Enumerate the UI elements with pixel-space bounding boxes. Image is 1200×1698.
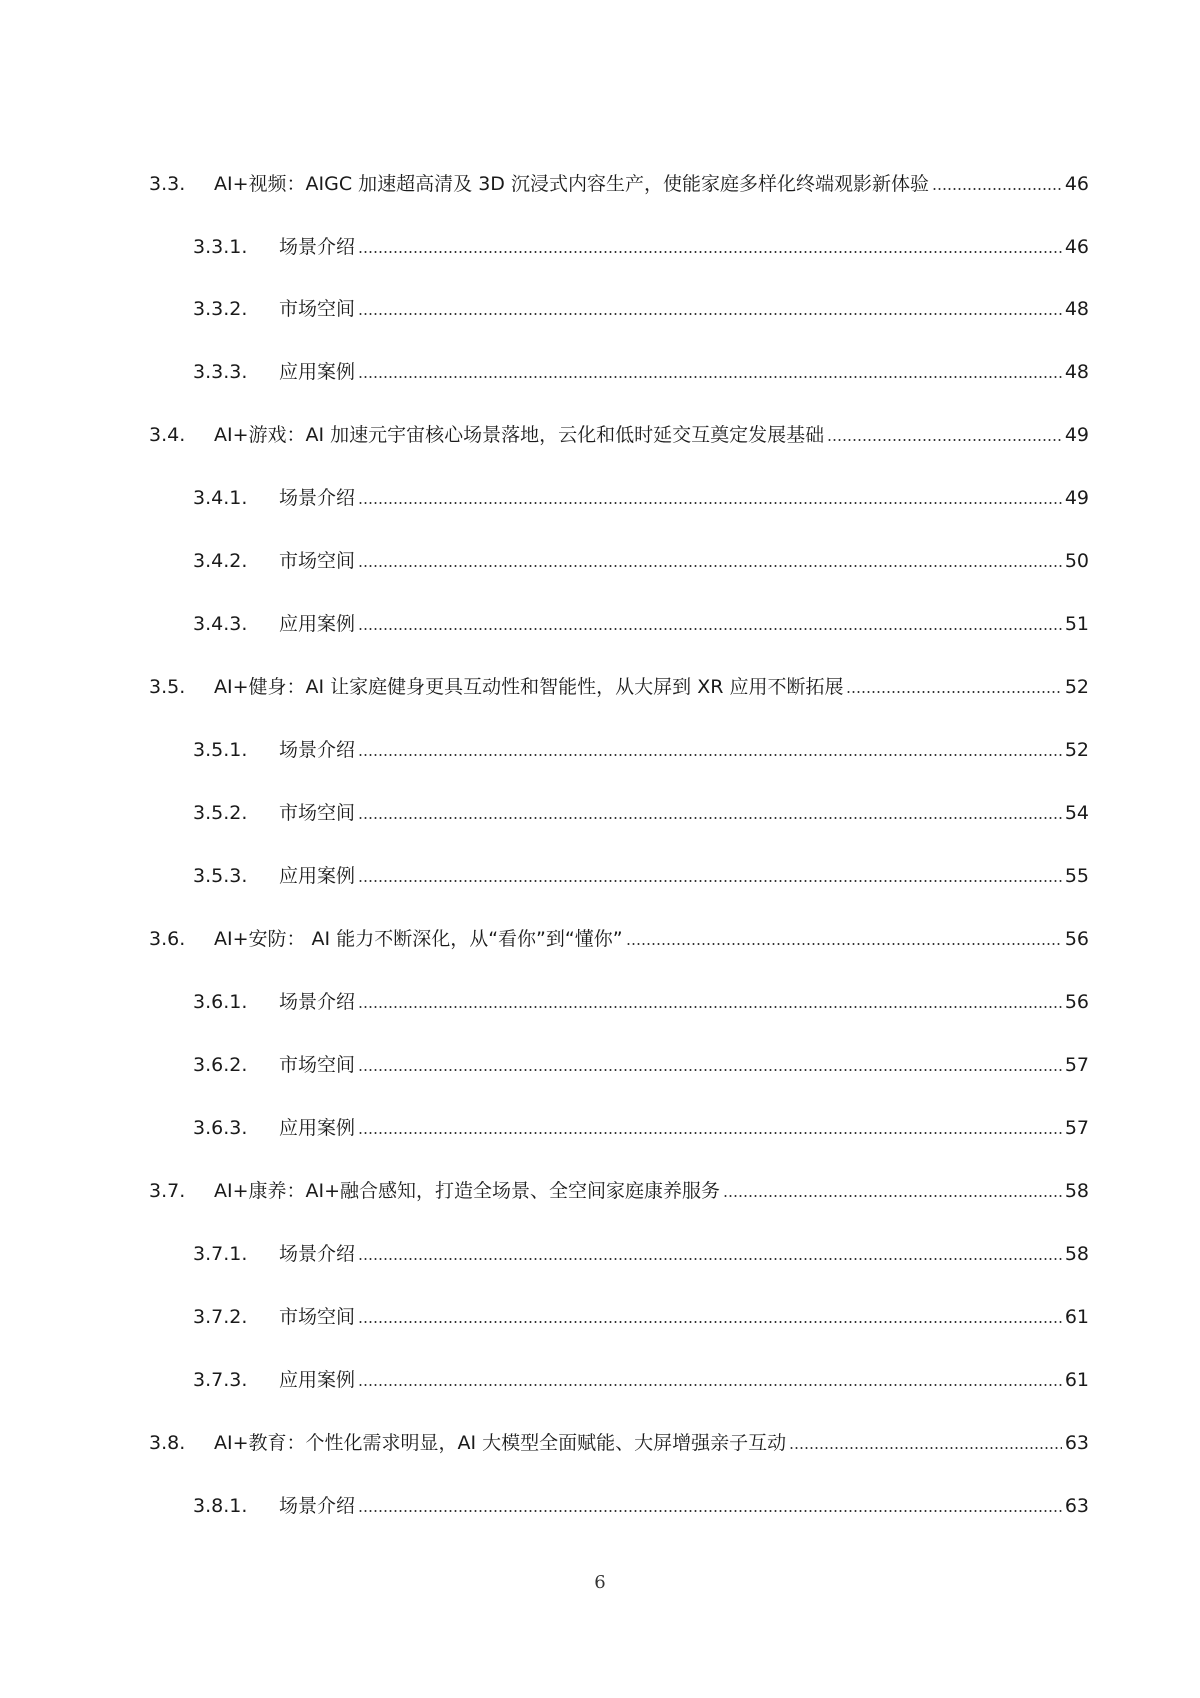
toc-entry-page: 56 xyxy=(1064,928,1089,950)
toc-entry-number: 3.5.2. xyxy=(193,802,248,824)
dot-leader xyxy=(358,754,1062,756)
toc-entry-title: AI+游戏：AI 加速元宇宙核心场景落地，云化和低时延交互奠定发展基础 xyxy=(214,424,825,446)
toc-entry-title: 应用案例 xyxy=(279,865,356,887)
dot-leader xyxy=(358,251,1062,253)
toc-entry-page: 55 xyxy=(1064,865,1089,887)
toc-entry-page: 57 xyxy=(1064,1117,1089,1139)
toc-entry-page: 46 xyxy=(1064,173,1089,195)
toc-entry[interactable] xyxy=(149,924,1089,954)
page-number: 6 xyxy=(594,1572,606,1593)
dot-leader xyxy=(358,313,1062,315)
toc-entry-title: 应用案例 xyxy=(279,1369,356,1391)
toc-entry-title: 市场空间 xyxy=(279,802,356,824)
toc-entry-title: AI+康养：AI+融合感知，打造全场景、全空间家庭康养服务 xyxy=(214,1180,721,1202)
toc-entry-title: 应用案例 xyxy=(279,613,356,635)
dot-leader xyxy=(827,439,1062,441)
dot-leader xyxy=(358,628,1062,630)
toc-entry-title: 市场空间 xyxy=(279,1054,356,1076)
toc-entry-title: 应用案例 xyxy=(279,361,356,383)
dot-leader xyxy=(626,943,1062,945)
toc-entry-title: AI+教育：个性化需求明显，AI 大模型全面赋能、大屏增强亲子互动 xyxy=(214,1432,787,1454)
toc-entry-title: 场景介绍 xyxy=(279,1243,356,1265)
toc-entry-number: 3.5.1. xyxy=(193,739,248,761)
dot-leader xyxy=(358,1258,1062,1260)
toc-entry-page: 52 xyxy=(1064,676,1089,698)
dot-leader xyxy=(358,1132,1062,1134)
toc-entry[interactable] xyxy=(193,798,1089,828)
dot-leader xyxy=(723,1195,1062,1197)
dot-leader xyxy=(358,880,1062,882)
toc-entry[interactable] xyxy=(149,1176,1089,1206)
toc-entry[interactable] xyxy=(193,735,1089,765)
toc-entry[interactable] xyxy=(193,483,1089,513)
toc-entry[interactable] xyxy=(193,1050,1089,1080)
toc-entry-number: 3.5.3. xyxy=(193,865,248,887)
toc-entry-number: 3.6.1. xyxy=(193,991,248,1013)
dot-leader xyxy=(358,1006,1062,1008)
toc-entry[interactable] xyxy=(149,1428,1089,1458)
toc-entry[interactable] xyxy=(149,420,1089,450)
toc-entry-number: 3.3.1. xyxy=(193,236,248,258)
toc-entry[interactable] xyxy=(193,294,1089,324)
toc-entry-page: 51 xyxy=(1064,613,1089,635)
toc-entry-page: 52 xyxy=(1064,739,1089,761)
toc-entry-page: 49 xyxy=(1064,424,1089,446)
toc-entry[interactable] xyxy=(193,1302,1089,1332)
toc-entry[interactable] xyxy=(193,1491,1089,1521)
toc-entry-page: 48 xyxy=(1064,298,1089,320)
toc-entry-title: AI+视频：AIGC 加速超高清及 3D 沉浸式内容生产，使能家庭多样化终端观影新体验 xyxy=(214,173,929,195)
toc-entry-number: 3.5. xyxy=(149,676,186,698)
toc-entry-title: AI+健身：AI 让家庭健身更具互动性和智能性，从大屏到 XR 应用不断拓展 xyxy=(214,676,844,698)
toc-entry-title: 市场空间 xyxy=(279,550,356,572)
toc-entry-page: 57 xyxy=(1064,1054,1089,1076)
toc-entry-title: 场景介绍 xyxy=(279,991,356,1013)
toc-entry[interactable] xyxy=(193,1113,1089,1143)
toc-entry-number: 3.6. xyxy=(149,928,186,950)
dot-leader xyxy=(358,502,1062,504)
toc-entry[interactable] xyxy=(193,232,1089,262)
toc-entry-number: 3.8. xyxy=(149,1432,186,1454)
toc-entry-number: 3.4.1. xyxy=(193,487,248,509)
dot-leader xyxy=(358,817,1062,819)
toc-entry-title: 市场空间 xyxy=(279,298,356,320)
toc-entry-number: 3.3. xyxy=(149,173,186,195)
toc-entry-page: 61 xyxy=(1064,1306,1089,1328)
toc-entry-number: 3.6.3. xyxy=(193,1117,248,1139)
toc-entry[interactable] xyxy=(149,672,1089,702)
toc-entry-page: 63 xyxy=(1064,1432,1089,1454)
toc-entry[interactable] xyxy=(193,546,1089,576)
toc-entry-title: 场景介绍 xyxy=(279,236,356,258)
dot-leader xyxy=(358,1069,1062,1071)
dot-leader xyxy=(358,1510,1062,1512)
toc-entry[interactable] xyxy=(193,987,1089,1017)
toc-entry-number: 3.4.2. xyxy=(193,550,248,572)
toc-entry-number: 3.3.3. xyxy=(193,361,248,383)
toc-entry-page: 50 xyxy=(1064,550,1089,572)
toc-entry[interactable] xyxy=(193,1239,1089,1269)
dot-leader xyxy=(358,376,1062,378)
toc-entry-title: 市场空间 xyxy=(279,1306,356,1328)
toc-entry-page: 46 xyxy=(1064,236,1089,258)
toc-entry[interactable] xyxy=(193,357,1089,387)
toc-entry-number: 3.7.2. xyxy=(193,1306,248,1328)
toc-entry-title: 场景介绍 xyxy=(279,1495,356,1517)
toc-entry-page: 56 xyxy=(1064,991,1089,1013)
dot-leader xyxy=(846,691,1061,693)
toc-entry[interactable] xyxy=(193,861,1089,891)
toc-entry-title: AI+安防： AI 能力不断深化，从“看你”到“懂你” xyxy=(214,928,623,950)
toc-entry-title: 场景介绍 xyxy=(279,739,356,761)
toc-entry-page: 58 xyxy=(1064,1243,1089,1265)
toc-entry-number: 3.8.1. xyxy=(193,1495,248,1517)
toc-entry-number: 3.3.2. xyxy=(193,298,248,320)
toc-entry-number: 3.7.1. xyxy=(193,1243,248,1265)
toc-entry-number: 3.7.3. xyxy=(193,1369,248,1391)
toc-entry[interactable] xyxy=(193,609,1089,639)
toc-entry-number: 3.6.2. xyxy=(193,1054,248,1076)
toc-entry-page: 49 xyxy=(1064,487,1089,509)
toc-entry-page: 58 xyxy=(1064,1180,1089,1202)
toc-entry-page: 63 xyxy=(1064,1495,1089,1517)
dot-leader xyxy=(358,1384,1062,1386)
toc-entry[interactable] xyxy=(149,169,1089,199)
toc-entry-page: 48 xyxy=(1064,361,1089,383)
dot-leader xyxy=(932,188,1062,190)
dot-leader xyxy=(358,1321,1062,1323)
toc-entry[interactable] xyxy=(193,1365,1089,1395)
toc-entry-page: 61 xyxy=(1064,1369,1089,1391)
dot-leader xyxy=(789,1447,1062,1449)
toc-entry-title: 应用案例 xyxy=(279,1117,356,1139)
toc-entry-number: 3.4.3. xyxy=(193,613,248,635)
toc-entry-title: 场景介绍 xyxy=(279,487,356,509)
dot-leader xyxy=(358,565,1062,567)
toc-entry-number: 3.7. xyxy=(149,1180,186,1202)
toc-entry-number: 3.4. xyxy=(149,424,186,446)
toc-entry-page: 54 xyxy=(1064,802,1089,824)
